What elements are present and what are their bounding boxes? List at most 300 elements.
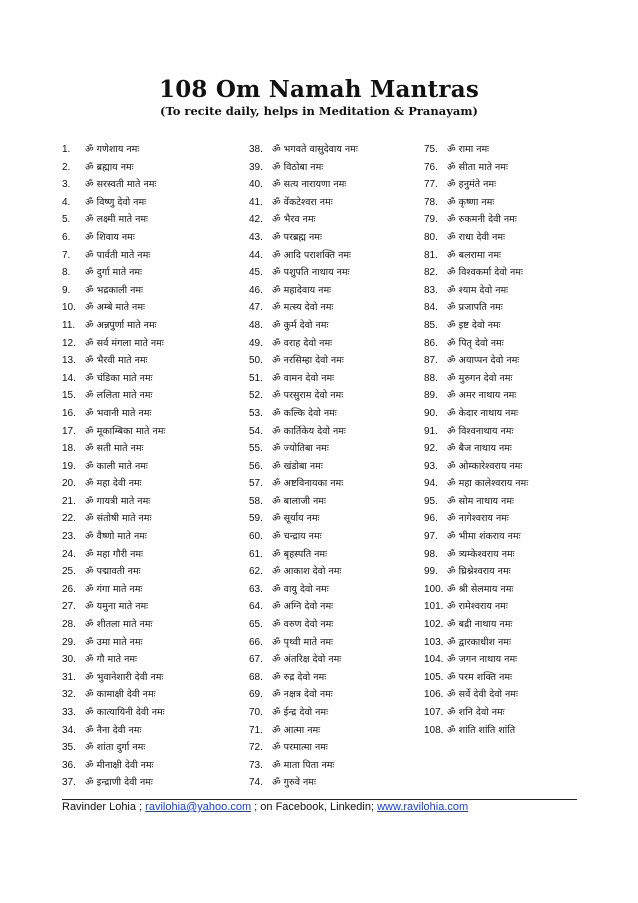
list-item xyxy=(62,247,247,265)
mantra-text: ॐ द्वारकाधीश नमः xyxy=(447,636,511,648)
item-number: 35. xyxy=(62,742,76,754)
item-number: 33. xyxy=(62,707,76,718)
item-number: 51. xyxy=(249,372,263,384)
mantra-text: ॐ चंडिका माते नमः xyxy=(85,372,153,384)
mantra-text: ॐ कुर्म देवो नमः xyxy=(272,319,329,331)
mantra-text: ॐ अन्नपुर्णा माते नमः xyxy=(85,319,157,331)
list-item xyxy=(62,299,247,317)
list-item xyxy=(424,211,600,229)
item-number: 60. xyxy=(249,531,263,543)
list-item xyxy=(424,370,600,388)
list-item xyxy=(62,423,247,441)
item-number: 34. xyxy=(62,724,76,736)
mantra-text: ॐ विश्वकर्मा देवो नमः xyxy=(447,267,523,279)
item-number: 92. xyxy=(424,443,438,455)
list-item xyxy=(424,651,600,669)
mantra-text: ॐ घ्रिश्नेश्वराय नमः xyxy=(447,566,511,578)
item-number: 97. xyxy=(424,531,438,543)
list-item xyxy=(62,159,247,177)
mantra-text: ॐ इष्ट देवो नमः xyxy=(447,319,501,331)
mantra-text: ॐ परसुराम देवो नमः xyxy=(272,390,344,402)
mantra-text: ॐ आत्मा नमः xyxy=(272,724,321,736)
mantra-text: ॐ रामेश्वराय नमः xyxy=(447,601,508,613)
list-item xyxy=(62,774,247,792)
item-number: 25. xyxy=(62,566,76,578)
mantra-text: ॐ शीतला माते नमः xyxy=(85,619,153,631)
item-number: 85. xyxy=(424,319,438,331)
list-item xyxy=(249,141,421,159)
list-item xyxy=(249,282,421,300)
list-item xyxy=(62,704,247,722)
item-number: 49. xyxy=(249,337,263,349)
item-number: 30. xyxy=(62,654,76,666)
mantra-text: ॐ विठोबा नमः xyxy=(272,161,324,173)
item-number: 99. xyxy=(424,566,438,578)
item-number: 58. xyxy=(249,495,263,507)
mantra-text: ॐ श्री सेलमाय नमः xyxy=(447,583,514,595)
list-item xyxy=(424,247,600,265)
mantra-text: ॐ खंडोबा नमः xyxy=(272,460,323,472)
mantra-text: ॐ वरुण देवो नमः xyxy=(272,619,334,631)
footer-email-link[interactable]: ravilohia@yahoo.com xyxy=(145,801,252,813)
item-number: 89. xyxy=(424,390,438,402)
list-item xyxy=(62,282,247,300)
mantra-column-2 xyxy=(249,141,421,792)
item-number: 7. xyxy=(62,249,71,261)
mantra-text: ॐ अग्नि देवो नमः xyxy=(272,601,334,613)
list-item xyxy=(424,563,600,581)
mantra-text: ॐ आदि पराशक्ति नमः xyxy=(272,249,351,261)
item-number: 4. xyxy=(62,196,71,208)
item-number: 76. xyxy=(424,161,438,173)
list-item xyxy=(62,317,247,335)
item-number: 102. xyxy=(424,619,444,631)
list-item xyxy=(249,299,421,317)
mantra-text: ॐ वैष्णो माते नमः xyxy=(85,531,147,543)
mantra-text: ॐ कात्यायिनी देवी नमः xyxy=(85,707,165,718)
item-number: 19. xyxy=(62,460,76,472)
list-item xyxy=(249,493,421,511)
mantra-text: ॐ भवानी माते नमः xyxy=(85,407,152,419)
mantra-text: ॐ ज्योतिबा नमः xyxy=(272,443,329,455)
list-item xyxy=(424,141,600,159)
item-number: 52. xyxy=(249,390,263,402)
mantra-text: ॐ त्र्यम्केश्वराय नमः xyxy=(447,548,515,560)
mantra-text: ॐ परमात्मा नमः xyxy=(272,742,328,754)
item-number: 18. xyxy=(62,443,76,455)
mantra-text: ॐ भीमा शंकराय नमः xyxy=(447,531,521,543)
list-item xyxy=(424,387,600,405)
item-number: 31. xyxy=(62,671,76,683)
item-number: 48. xyxy=(249,319,263,331)
item-number: 20. xyxy=(62,478,76,490)
footer-divider xyxy=(62,799,577,800)
mantra-text: ॐ कल्कि देवो नमः xyxy=(272,407,337,419)
item-number: 68. xyxy=(249,671,263,683)
mantra-text: ॐ शांता दुर्गा नमः xyxy=(85,742,146,754)
item-number: 24. xyxy=(62,548,76,560)
mantra-text: ॐ कामाक्षी देवी नमः xyxy=(85,689,156,701)
mantra-text: ॐ मूकाम्बिका माते नमः xyxy=(85,425,166,437)
mantra-text: ॐ सरस्वती माते नमः xyxy=(85,179,157,191)
list-item xyxy=(249,458,421,476)
item-number: 65. xyxy=(249,619,263,631)
mantra-text: ॐ राधा देवी नमः xyxy=(447,231,506,243)
list-item xyxy=(62,528,247,546)
list-item xyxy=(249,159,421,177)
item-number: 107. xyxy=(424,707,444,718)
list-item xyxy=(249,405,421,423)
item-number: 9. xyxy=(62,284,71,296)
list-item xyxy=(62,194,247,212)
footer-author: Ravinder Lohia ; xyxy=(62,801,146,813)
mantra-text: ॐ बलरामा नमः xyxy=(447,249,501,261)
mantra-text: ॐ लक्ष्मी माते नमः xyxy=(85,214,148,226)
mantra-text: ॐ आकाश देवो नमः xyxy=(272,566,342,578)
item-number: 37. xyxy=(62,777,76,789)
mantra-text: ॐ गुरुवे नमः xyxy=(272,777,316,789)
item-number: 57. xyxy=(249,478,263,490)
mantra-text: ॐ माता पिता नमः xyxy=(272,759,335,771)
item-number: 13. xyxy=(62,355,76,367)
item-number: 15. xyxy=(62,390,76,402)
item-number: 79. xyxy=(424,214,438,226)
item-number: 69. xyxy=(249,689,263,701)
list-item xyxy=(424,229,600,247)
item-number: 45. xyxy=(249,267,263,279)
item-number: 12. xyxy=(62,337,76,349)
mantra-text: ॐ शिवाय नमः xyxy=(85,231,135,243)
mantra-text: ॐ गौ माते नमः xyxy=(85,654,137,666)
list-item xyxy=(62,722,247,740)
list-item xyxy=(62,352,247,370)
item-number: 72. xyxy=(249,742,263,754)
mantra-text: ॐ रामा नमः xyxy=(447,144,490,155)
item-number: 88. xyxy=(424,372,438,384)
mantra-text: ॐ नरसिम्हा देवो नमः xyxy=(272,355,344,367)
item-number: 81. xyxy=(424,249,438,261)
item-number: 91. xyxy=(424,425,438,437)
mantra-text: ॐ ओम्कारेश्वराय नमः xyxy=(447,460,523,472)
list-item xyxy=(249,563,421,581)
list-item xyxy=(249,176,421,194)
mantra-text: ॐ इन्द्राणी देवी नमः xyxy=(85,777,153,789)
list-item xyxy=(424,282,600,300)
mantra-text: ॐ भैरव नमः xyxy=(272,214,316,226)
item-number: 105. xyxy=(424,671,444,683)
item-number: 47. xyxy=(249,302,263,314)
list-item xyxy=(62,370,247,388)
list-item xyxy=(62,563,247,581)
list-item xyxy=(249,704,421,722)
item-number: 84. xyxy=(424,302,438,314)
list-item xyxy=(424,458,600,476)
list-item xyxy=(249,510,421,528)
mantra-text: ॐ ब्रह्माय नमः xyxy=(85,161,134,173)
item-number: 29. xyxy=(62,636,76,648)
list-item xyxy=(424,194,600,212)
mantra-text: ॐ पार्वती माते नमः xyxy=(85,249,151,261)
mantra-text: ॐ प्रजापति नमः xyxy=(447,302,503,314)
list-item xyxy=(249,739,421,757)
item-number: 11. xyxy=(62,319,76,331)
item-number: 44. xyxy=(249,249,263,261)
item-number: 26. xyxy=(62,583,76,595)
list-item xyxy=(249,581,421,599)
item-number: 64. xyxy=(249,601,263,613)
mantra-text: ॐ उमा माते नमः xyxy=(85,636,143,648)
mantra-text: ॐ मीनाक्षी देवी नमः xyxy=(85,759,154,771)
list-item xyxy=(62,510,247,528)
list-item xyxy=(249,634,421,652)
item-number: 39. xyxy=(249,161,263,173)
item-number: 96. xyxy=(424,513,438,525)
mantra-text: ॐ अष्टविनायका नमः xyxy=(272,478,344,490)
mantra-text: ॐ महा कालेश्वराय नमः xyxy=(447,478,529,490)
mantra-text: ॐ यमुना माते नमः xyxy=(85,601,149,613)
mantra-text: ॐ पशुपति नाथाय नमः xyxy=(272,267,350,279)
item-number: 53. xyxy=(249,407,263,419)
mantra-text: ॐ महा देवी नमः xyxy=(85,478,142,490)
item-number: 55. xyxy=(249,443,263,455)
item-number: 98. xyxy=(424,548,438,560)
mantra-text: ॐ रुद्र देवो नमः xyxy=(272,671,327,683)
list-item xyxy=(62,739,247,757)
list-item xyxy=(424,598,600,616)
list-item xyxy=(424,493,600,511)
list-item xyxy=(424,352,600,370)
item-number: 2. xyxy=(62,161,71,173)
mantra-text: ॐ दुर्गा माते नमः xyxy=(85,267,143,279)
page-title: 108 Om Namah Mantras xyxy=(159,76,479,103)
mantra-text: ॐ मत्स्य देवो नमः xyxy=(272,302,334,314)
item-number: 103. xyxy=(424,636,444,648)
list-item xyxy=(62,405,247,423)
mantra-text: ॐ कार्तिकेय देवो नमः xyxy=(272,425,346,437)
list-item xyxy=(62,229,247,247)
list-item xyxy=(249,686,421,704)
list-item xyxy=(249,335,421,353)
item-number: 27. xyxy=(62,601,76,613)
item-number: 1. xyxy=(62,144,71,155)
mantra-text: ॐ सोम नाथाय नमः xyxy=(447,495,514,507)
list-item xyxy=(249,387,421,405)
list-item xyxy=(249,423,421,441)
mantra-text: ॐ सर्व मंगला माते नमः xyxy=(85,337,164,349)
mantra-text: ॐ शनि देवो नमः xyxy=(447,707,505,718)
list-item xyxy=(62,440,247,458)
list-item xyxy=(62,598,247,616)
item-number: 10. xyxy=(62,302,76,314)
list-item xyxy=(424,159,600,177)
list-item xyxy=(249,370,421,388)
list-item xyxy=(62,458,247,476)
list-item xyxy=(424,616,600,634)
list-item xyxy=(249,774,421,792)
mantra-text: ॐ भद्रकाली नमः xyxy=(85,284,143,296)
item-number: 101. xyxy=(424,601,444,613)
mantra-text: ॐ पितृ देवो नमः xyxy=(447,337,504,349)
item-number: 54. xyxy=(249,425,263,437)
list-item xyxy=(249,528,421,546)
mantra-text: ॐ सूर्याय नमः xyxy=(272,513,320,525)
mantra-text: ॐ वायु देवो नमः xyxy=(272,583,329,595)
list-item xyxy=(424,528,600,546)
mantra-text: ॐ महादेवाय नमः xyxy=(272,284,332,296)
list-item xyxy=(424,299,600,317)
item-number: 28. xyxy=(62,619,76,631)
mantra-text: ॐ मुरुगन देवो नमः xyxy=(447,372,513,384)
item-number: 62. xyxy=(249,566,263,578)
mantra-text: ॐ सत्य नारायणा नमः xyxy=(272,179,347,191)
item-number: 46. xyxy=(249,284,263,296)
mantra-text: ॐ ललिता माते नमः xyxy=(85,390,153,402)
mantra-text: ॐ वेंकटेश्वरा नमः xyxy=(272,196,333,208)
list-item xyxy=(424,546,600,564)
item-number: 59. xyxy=(249,513,263,525)
mantra-text: ॐ सर्वे देवी देवो नमः xyxy=(447,689,518,701)
item-number: 6. xyxy=(62,231,71,243)
list-item xyxy=(424,423,600,441)
item-number: 5. xyxy=(62,214,71,226)
item-number: 41. xyxy=(249,196,263,208)
list-item xyxy=(62,335,247,353)
mantra-text: ॐ पद्मावती नमः xyxy=(85,566,141,578)
list-item xyxy=(249,722,421,740)
item-number: 17. xyxy=(62,425,76,437)
mantra-text: ॐ भगवते वासुदेवाय नमः xyxy=(272,144,358,155)
list-item xyxy=(249,598,421,616)
mantra-text: ॐ नागेश्वराय नमः xyxy=(447,513,509,525)
item-number: 86. xyxy=(424,337,438,349)
mantra-text: ॐ केदार नाथाय नमः xyxy=(447,407,519,419)
mantra-text: ॐ परम शक्ति नमः xyxy=(447,671,512,683)
mantra-text: ॐ बैज नाथाय नमः xyxy=(447,443,512,455)
list-item xyxy=(62,264,247,282)
mantra-text: ॐ वामन देवो नमः xyxy=(272,372,335,384)
mantra-text: ॐ अमर नाथाय नमः xyxy=(447,390,517,402)
item-number: 74. xyxy=(249,777,263,789)
mantra-text: ॐ गंगा माते नमः xyxy=(85,583,143,595)
footer-website-link[interactable]: www.ravilohia.com xyxy=(377,801,469,813)
mantra-text: ॐ ईन्द्र देवो नमः xyxy=(272,707,329,718)
item-number: 82. xyxy=(424,267,438,279)
list-item xyxy=(424,704,600,722)
item-number: 78. xyxy=(424,196,438,208)
list-item xyxy=(424,510,600,528)
mantra-text: ॐ विष्णु देवो नमः xyxy=(85,196,147,208)
list-item xyxy=(62,141,247,159)
list-item xyxy=(62,493,247,511)
item-number: 94. xyxy=(424,478,438,490)
list-item xyxy=(62,475,247,493)
mantra-text: ॐ नैना देवी नमः xyxy=(85,724,142,736)
mantra-column-3 xyxy=(424,141,600,739)
mantra-text: ॐ कृष्णा नमः xyxy=(447,196,495,208)
mantra-column-1 xyxy=(62,141,247,792)
mantra-text: ॐ श्याम देवो नमः xyxy=(447,284,509,296)
mantra-text: ॐ गायत्री माते नमः xyxy=(85,495,151,507)
list-item xyxy=(249,475,421,493)
mantra-text: ॐ चन्द्राय नमः xyxy=(272,531,322,543)
mantra-text: ॐ बालाजी नमः xyxy=(272,495,326,507)
item-number: 43. xyxy=(249,231,263,243)
list-item xyxy=(249,229,421,247)
page-subtitle: (To recite daily, helps in Meditation & Pranayam) xyxy=(160,104,478,118)
list-item xyxy=(62,669,247,687)
mantra-text: ॐ पृथ्वी माते नमः xyxy=(272,636,333,648)
item-number: 106. xyxy=(424,689,444,701)
list-item xyxy=(62,387,247,405)
item-number: 108. xyxy=(424,724,444,736)
item-number: 104. xyxy=(424,654,444,666)
list-item xyxy=(62,581,247,599)
item-number: 22. xyxy=(62,513,76,525)
mantra-text: ॐ जगन नाथाय नमः xyxy=(447,654,518,666)
list-item xyxy=(424,722,600,740)
mantra-text: ॐ काली माते नमः xyxy=(85,460,148,472)
item-number: 67. xyxy=(249,654,263,666)
mantra-text: ॐ शांति शांति शांति xyxy=(447,724,516,736)
item-number: 66. xyxy=(249,636,263,648)
item-number: 75. xyxy=(424,144,438,155)
item-number: 80. xyxy=(424,231,438,243)
list-item xyxy=(62,651,247,669)
list-item xyxy=(249,546,421,564)
footer-social: ; on Facebook, Linkedin; xyxy=(251,801,378,813)
list-item xyxy=(249,264,421,282)
item-number: 14. xyxy=(62,372,76,384)
item-number: 50. xyxy=(249,355,263,367)
item-number: 36. xyxy=(62,759,76,771)
item-number: 90. xyxy=(424,407,438,419)
mantra-text: ॐ रुकमनी देवी नमः xyxy=(447,214,517,226)
item-number: 40. xyxy=(249,179,263,191)
mantra-text: ॐ संतोषी माते नमः xyxy=(85,513,152,525)
list-item xyxy=(249,651,421,669)
list-item xyxy=(62,686,247,704)
list-item xyxy=(62,211,247,229)
item-number: 42. xyxy=(249,214,263,226)
item-number: 3. xyxy=(62,179,71,191)
list-item xyxy=(249,317,421,335)
list-item xyxy=(424,686,600,704)
list-item xyxy=(424,405,600,423)
list-item xyxy=(249,194,421,212)
list-item xyxy=(424,581,600,599)
list-item xyxy=(249,669,421,687)
list-item xyxy=(424,440,600,458)
item-number: 8. xyxy=(62,267,71,279)
list-item xyxy=(424,317,600,335)
item-number: 21. xyxy=(62,495,76,507)
list-item xyxy=(62,546,247,564)
item-number: 95. xyxy=(424,495,438,507)
mantra-text: ॐ परब्रह्म नमः xyxy=(272,231,322,243)
item-number: 93. xyxy=(424,460,438,472)
mantra-text: ॐ अम्बे माते नमः xyxy=(85,302,145,314)
mantra-text: ॐ सती माते नमः xyxy=(85,443,144,455)
item-number: 87. xyxy=(424,355,438,367)
list-item xyxy=(62,634,247,652)
item-number: 71. xyxy=(249,724,263,736)
list-item xyxy=(249,616,421,634)
list-item xyxy=(249,211,421,229)
list-item xyxy=(424,335,600,353)
item-number: 32. xyxy=(62,689,76,701)
item-number: 61. xyxy=(249,548,263,560)
mantra-text: ॐ बद्री नाथाय नमः xyxy=(447,619,513,631)
